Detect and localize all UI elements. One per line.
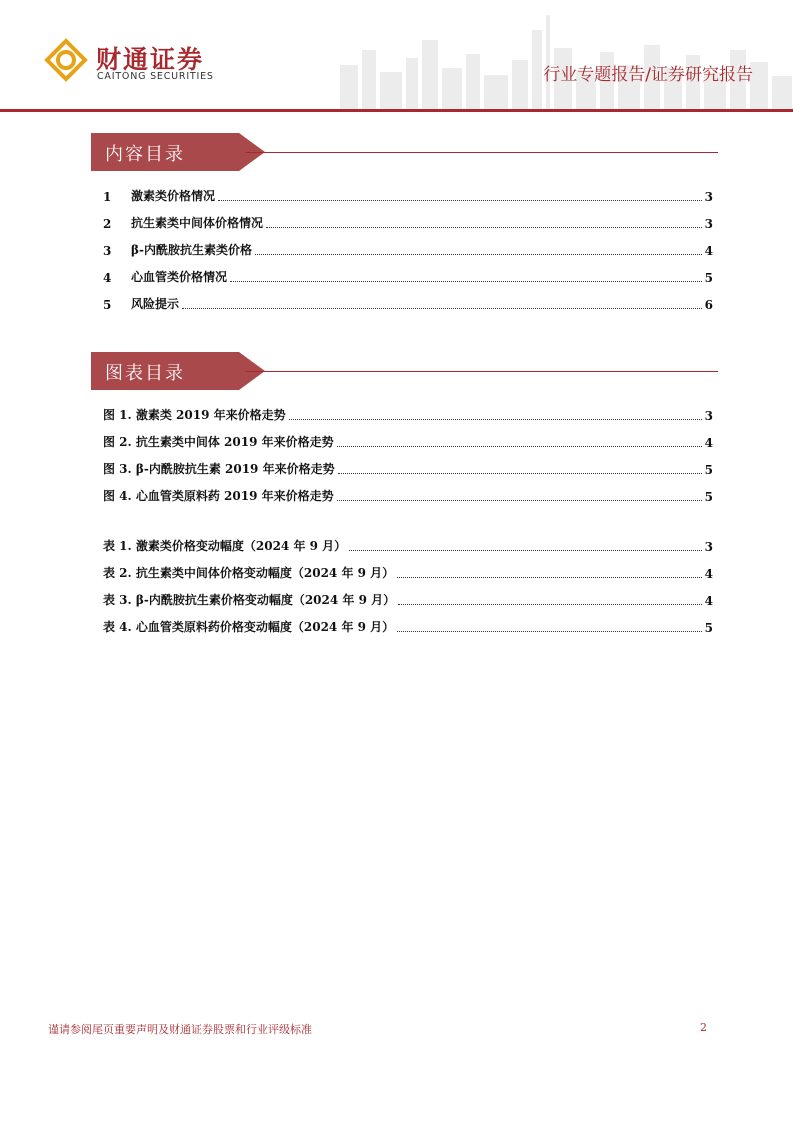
dot-leader <box>337 499 702 501</box>
brand-name-cn: 财通证券 <box>96 45 205 74</box>
dot-leader <box>338 472 702 474</box>
dot-leader <box>182 307 702 309</box>
dot-leader <box>289 418 702 420</box>
table-item-page: 5 <box>704 621 713 635</box>
figure-item-page: 3 <box>704 409 713 423</box>
dot-leader <box>397 576 701 578</box>
figure-item[interactable] <box>103 461 713 477</box>
toc-item-number: 2 <box>103 217 112 231</box>
dot-leader <box>337 445 702 447</box>
toc-section-tab <box>91 133 265 171</box>
brand-name-en: CAITONG SECURITIES <box>97 71 214 82</box>
figure-item-label: 图 2. 抗生素类中间体 2019 年来价格走势 <box>103 435 334 449</box>
table-item[interactable] <box>103 592 713 608</box>
toc-item[interactable] <box>103 215 713 231</box>
table-item-label: 表 3. β-内酰胺抗生素价格变动幅度（2024 年 9 月） <box>103 593 396 607</box>
toc-item-page: 3 <box>704 190 713 204</box>
header-divider <box>0 109 793 112</box>
figure-section-rule <box>245 371 718 372</box>
toc-item-page: 3 <box>704 217 713 231</box>
table-item-page: 3 <box>704 540 713 554</box>
toc-item-page: 5 <box>704 271 713 285</box>
dot-leader <box>349 549 701 551</box>
toc-item[interactable] <box>103 269 713 285</box>
page-number: 2 <box>700 1021 707 1034</box>
toc-section-title: 内容目录 <box>105 144 185 165</box>
table-item-label: 表 4. 心血管类原料药价格变动幅度（2024 年 9 月） <box>103 620 395 634</box>
figure-item-label: 图 4. 心血管类原料药 2019 年来价格走势 <box>103 489 334 503</box>
table-item-label: 表 2. 抗生素类中间体价格变动幅度（2024 年 9 月） <box>103 566 395 580</box>
toc-item-number: 5 <box>103 298 112 312</box>
toc-item-number: 1 <box>103 190 112 204</box>
table-item-page: 4 <box>704 567 713 581</box>
toc-item-label: 风险提示 <box>131 297 180 311</box>
toc-item-page: 6 <box>704 298 713 312</box>
caitong-logo <box>44 38 88 82</box>
toc-section-rule <box>245 152 718 153</box>
toc-item-number: 4 <box>103 271 112 285</box>
dot-leader <box>255 253 702 255</box>
figure-item-label: 图 3. β-内酰胺抗生素 2019 年来价格走势 <box>103 462 335 476</box>
page-header <box>0 0 793 116</box>
toc-item[interactable] <box>103 242 713 258</box>
table-item[interactable] <box>103 538 713 554</box>
footer-disclaimer: 谨请参阅尾页重要声明及财通证券股票和行业评级标准 <box>48 1023 312 1036</box>
figure-item[interactable] <box>103 488 713 504</box>
table-item-label: 表 1. 激素类价格变动幅度（2024 年 9 月） <box>103 539 347 553</box>
table-item-page: 4 <box>704 594 713 608</box>
dot-leader <box>266 226 702 228</box>
toc-item[interactable] <box>103 188 713 204</box>
dot-leader <box>230 280 702 282</box>
toc-item[interactable] <box>103 296 713 312</box>
dot-leader <box>398 603 702 605</box>
figure-item-page: 5 <box>704 463 713 477</box>
dot-leader <box>397 630 701 632</box>
figure-section-tab <box>91 352 265 390</box>
toc-item-label: 激素类价格情况 <box>131 189 216 203</box>
figure-item[interactable] <box>103 434 713 450</box>
toc-item-label: β-内酰胺抗生素类价格 <box>131 243 252 257</box>
figure-item-page: 4 <box>704 436 713 450</box>
toc-item-label: 抗生素类中间体价格情况 <box>131 216 264 230</box>
figure-item[interactable] <box>103 407 713 423</box>
report-type-label: 行业专题报告/证券研究报告 <box>543 65 753 85</box>
toc-item-number: 3 <box>103 244 112 258</box>
table-item[interactable] <box>103 619 713 635</box>
figure-item-label: 图 1. 激素类 2019 年来价格走势 <box>103 408 286 422</box>
toc-item-label: 心血管类价格情况 <box>131 270 228 284</box>
toc-item-page: 4 <box>704 244 713 258</box>
dot-leader <box>218 199 702 201</box>
table-item[interactable] <box>103 565 713 581</box>
figure-section-title: 图表目录 <box>105 363 185 384</box>
figure-item-page: 5 <box>704 490 713 504</box>
